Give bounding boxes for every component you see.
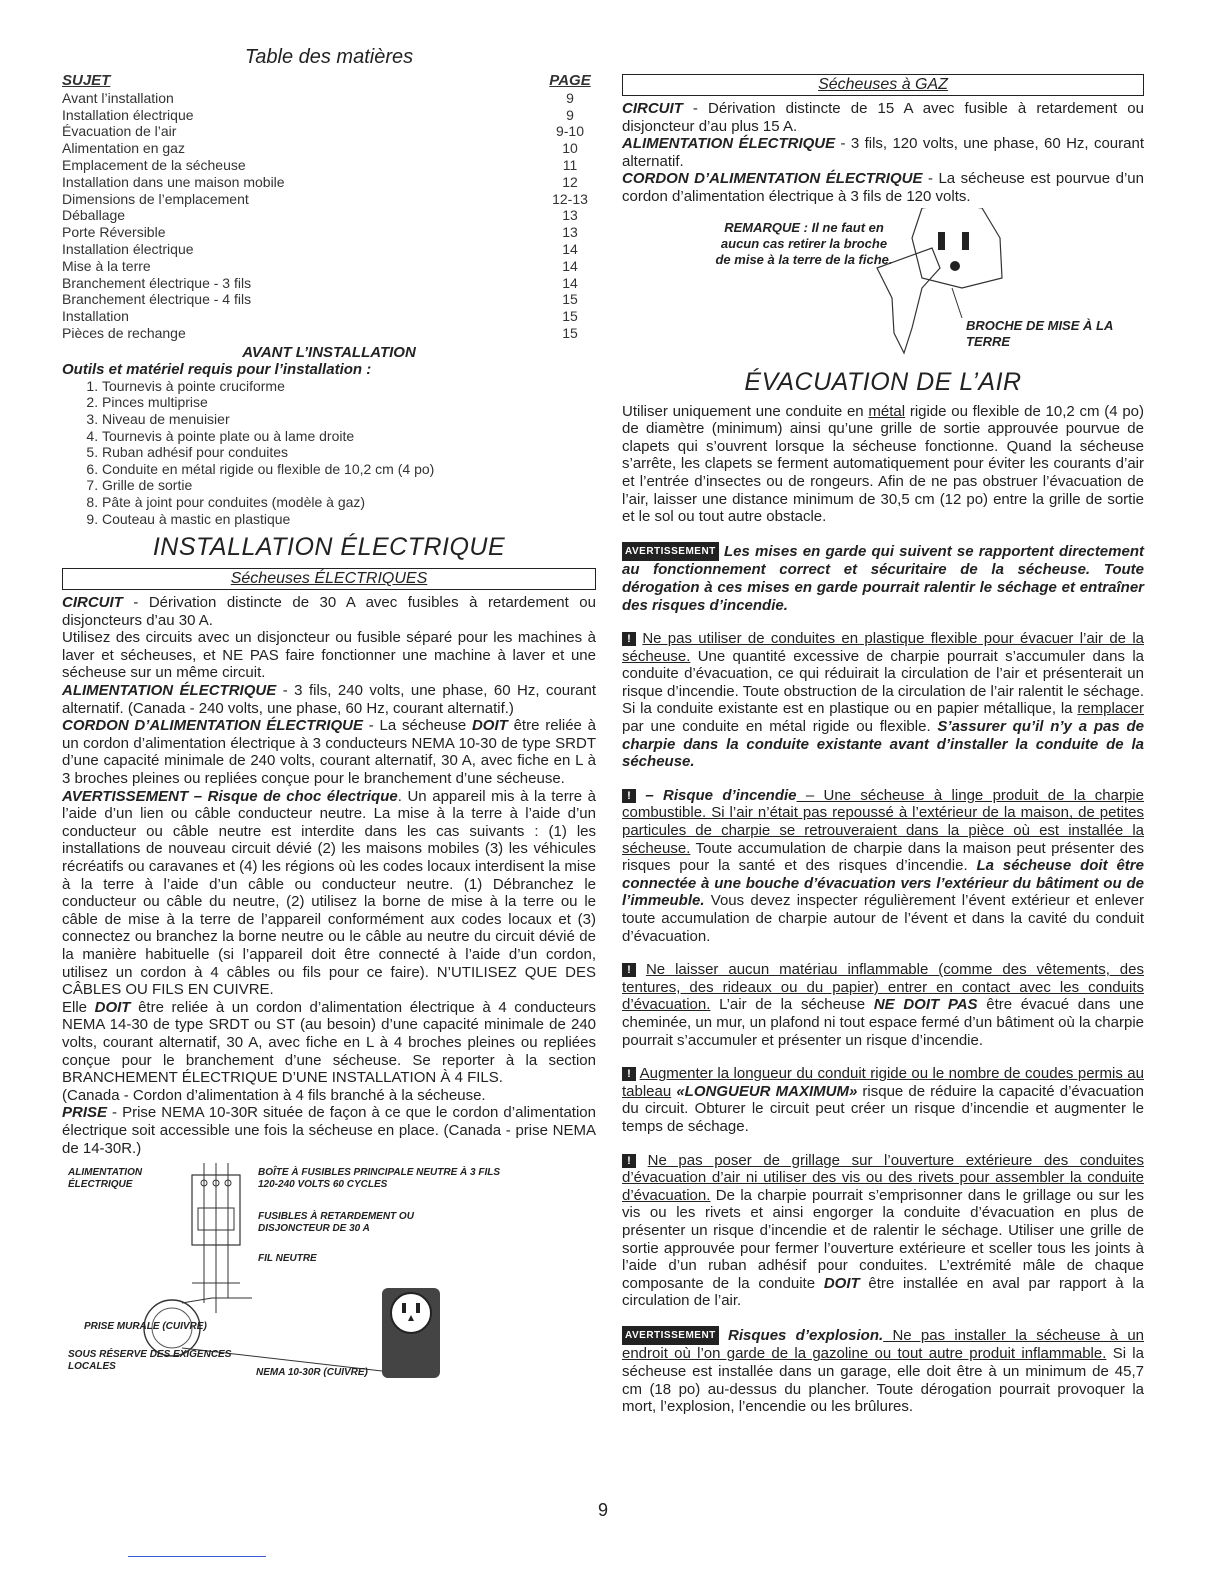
electric-supply: ALIMENTATION ÉLECTRIQUE - 3 fils, 240 volts, une phase, 60 Hz, courant alternatif. (Canada - 240 volts, une phase, 60 Hz, courant alternatif.) [62, 682, 596, 717]
toc-label: Installation électrique [62, 240, 194, 257]
toc-row [62, 325, 596, 342]
warning-icon: ! [622, 632, 636, 646]
tool-item: 8. Pâte à joint pour conduites (modèle à gaz) [102, 494, 596, 511]
tools-list [62, 378, 596, 527]
gas-circuit: CIRCUIT - Dérivation distincte de 15 A avec fusible à retardement ou disjoncteur d’au plus 15 A. [622, 100, 1144, 135]
toc-list [62, 90, 596, 342]
toc-row [62, 275, 596, 292]
warning-icon: ! [622, 1154, 636, 1168]
toc-page: 9-10 [555, 123, 585, 140]
left-column [62, 40, 596, 1383]
toc-label: Installation électrique [62, 106, 194, 123]
prong-label: BROCHE DE MISE À LA TERRE [966, 317, 1113, 349]
toc-label: Porte Réversible [62, 224, 166, 241]
prise: PRISE - Prise NEMA 10-30R située de façon à ce que le cordon d’alimentation électrique soit accessible une fois la sécheuse en place. (Canada - prise NEMA de 14-30R.) [62, 1104, 596, 1157]
tool-item: 7. Grille de sortie [102, 477, 596, 494]
toc-label: Branchement électrique - 4 fils [62, 291, 252, 308]
gas-cord: CORDON D’ALIMENTATION ÉLECTRIQUE - La sécheuse est pourvue d’un cordon d’alimentation électrique à 3 fils de 120 volts. [622, 170, 1144, 205]
electrical-heading: INSTALLATION ÉLECTRIQUE [152, 533, 506, 562]
shock-warning: AVERTISSEMENT – Risque de choc électrique. Un appareil mis à la terre à l’aide d’un lien ou câble conducteur neutre. La mise à la terre à l’aide d’un conducteur ou câble neutre est interdite dans les cas suivants : (1) les installations de nouveau circuit dévié (2) les maisons mobiles (3) les véhicules récréatifs ou caravanes et (4) les régions où les codes locaux interdisent la mise à la terre à l’aide d’un câble ou conducteur neutre. (1) Débranchez le conducteur ou câble du neutre, (2) utilisez la borne de mise à la terre ou le câble de mise à la terre de l’appareil conformément aux codes locaux et (3) connectez ou branchez la borne neutre ou le câble au neutre du circuit dévié de la manière habituelle (si l’appareil doit être connecté à l’aide d’un cordon, utilisez un cordon à 4 câbles ou fils pour ce faire). N’UTILISEZ QUE DES CÂBLES OU FILS EN CUIVRE. [62, 787, 596, 999]
tool-item: 1. Tournevis à pointe cruciforme [102, 378, 596, 395]
tool-item: 4. Tournevis à pointe plate ou à lame droite [102, 428, 596, 445]
toc-label: Installation [62, 308, 129, 325]
toc-label: Mise à la terre [62, 257, 151, 274]
toc-row [62, 140, 596, 157]
toc-page: 13 [562, 207, 578, 224]
toc-row [62, 157, 596, 174]
toc-row [62, 123, 596, 140]
plug-note: REMARQUE : Il ne faut en aucun cas retirer la broche de mise à la terre de la fiche. [715, 219, 893, 267]
toc-row [62, 90, 596, 107]
toc-label: Avant l’installation [62, 89, 174, 106]
exhaust-intro: Utiliser uniquement une conduite en métal rigide ou flexible de 10,2 cm (4 po) de diamètre (minimum) ainsi qu’une grille de sortie approuvée pourvue de clapets qui s’ouvrent lorsque la sécheuse fonctionne. Quand la sécheuse s’arrête, les clapets se ferment automatiquement pour éviter les courants d’air et l’entrée d’insectes ou de rongeurs. Afin de ne pas obstruer l’évacuation de l’air, laisser une distance minimum de 30,5 cm (12 po) entre la grille de sortie et le sol ou tout autre obstacle. [622, 402, 1144, 526]
electric-cord: CORDON D’ALIMENTATION ÉLECTRIQUE - La sécheuse DOIT être reliée à un cordon d’alimentation électrique à 3 conducteurs NEMA 10-30 de type SRDT d’une capacité minimale de 240 volts, courant alternatif, 30 A, avec fiche en L à 3 broches pleines ou repliées conçue pour le branchement d’une sécheuse. [62, 717, 596, 788]
toc-page: 15 [562, 291, 578, 308]
toc-row [62, 241, 596, 258]
gas-supply: ALIMENTATION ÉLECTRIQUE - 3 fils, 120 volts, une phase, 60 Hz, courant alternatif. [622, 135, 1144, 170]
label-codes: SOUS RÉSERVE DES EXIGENCES LOCALES [68, 1349, 232, 1373]
toc-label: Branchement électrique - 3 fils [62, 274, 252, 291]
toc-page: 9 [566, 89, 574, 106]
warning-2: ! – Risque d’incendie – Une sécheuse à linge produit de la charpie combustible. Si l’air n’était pas repoussé à l’extérieur de la maison, de petites particules de charpie se retrouveraient dans la pièce où est installée la sécheuse. Toute accumulation de charpie dans la maison peut présenter des risques pour la santé et des risques d’incendie. La sécheuse doit être connectée à une bouche d’évacuation vers l’extérieur du bâtiment ou de l’immeuble. Vous devez inspecter régulièrement l’évent extérieur et enlever toute accumulation de charpie autour de l’évent et dans la cavité du conduit d’évacuation. [622, 786, 1144, 945]
toc-label: Alimentation en gaz [62, 140, 185, 157]
warning-4: ! Augmenter la longueur du conduit rigide ou le nombre de coudes permis au tableau «LONGUEUR MAXIMUM» risque de réduire la capacité d’évacuation du circuit. Obturer le circuit peut créer un risque d’incendie et augmenter le temps de séchage. [622, 1065, 1144, 1135]
warning-3: ! Ne laisser aucun matériau inflammable (comme des vêtements, des tentures, des rideaux ou du papier) entrer en contact avec les conduits d’évacuation. L’air de la sécheuse NE DOIT PAS être évacué dans une cheminée, un mur, un plafond ni tout espace fermé d’un bâtiment où la charpie pourrait s’accumuler et présenter un risque d’incendie. [622, 961, 1144, 1049]
toc-row [62, 224, 596, 241]
toc-page: 15 [562, 308, 578, 325]
toc-page: 14 [562, 274, 578, 291]
warning-icon: ! [622, 1067, 636, 1081]
toc-row [62, 107, 596, 124]
tool-item: 2. Pinces multiprise [102, 394, 596, 411]
toc-row [62, 191, 596, 208]
label-outlet: PRISE MURALE (CUIVRE) [84, 1321, 207, 1333]
toc-page: 15 [562, 324, 578, 341]
right-column [622, 40, 1144, 1416]
warning-5: ! Ne pas poser de grillage sur l’ouverture extérieure des conduites d’évacuation d’air ni utiliser des vis ou des rivets pour assembler la conduite d’évacuation. De la charpie pourrait s’emprisonner dans le grillage ou sur les vis ou les rivets et ainsi engorger la conduite d’évacuation en plus de présenter un risque d’incendie et de ralentir le séchage. Utiliser une grille de sortie approuvée pour fermer l’ouverture extérieure et sceller tous les joints à l’aide d’un ruban adhésif pour conduites. L’extrémité mâle de chaque composante de la conduite DOIT être installée en aval par rapport à la circulation de l’air. [622, 1151, 1145, 1310]
plug-figure [622, 208, 1144, 358]
electric-dryers-box: Sécheuses ÉLECTRIQUES [62, 568, 596, 590]
label-nema: NEMA 10-30R (CUIVRE) [256, 1367, 368, 1379]
toc-row [62, 291, 596, 308]
toc-title: Table des matières [244, 46, 414, 68]
before-heading: AVANT L’INSTALLATION [242, 343, 416, 361]
tool-item: 3. Niveau de menuisier [102, 411, 596, 428]
label-supply: ALIMENTATION ÉLECTRIQUE [68, 1167, 143, 1191]
electric-circuit: CIRCUIT - Dérivation distincte de 30 A avec fusibles à retardement ou disjoncteurs d’au 30 A. [62, 594, 596, 629]
toc-page: 12-13 [552, 190, 588, 207]
toc-page: 13 [562, 224, 578, 241]
toc-label: Pièces de rechange [62, 324, 186, 341]
exhaust-heading: ÉVACUATION DE L’AIR [744, 367, 1022, 396]
electric-circuit-note: Utilisez des circuits avec un disjoncteur ou fusible séparé pour les machines à laver et sécheuses, et NE PAS faire fonctionner une machine à laver et une sécheuse sur un même circuit. [62, 629, 596, 682]
toc-header [62, 73, 596, 90]
toc-row [62, 258, 596, 275]
toc-col-subject: SUJET [62, 72, 111, 89]
warning-6: AVERTISSEMENT Risques d’explosion. Ne pas installer la sécheuse à un endroit où l’on garde de la gazoline ou tout autre produit inflammable. Si la sécheuse est installée dans un garage, elle doit être à un minimum de 45,7 cm (18 po) au-dessus du plancher. Toute dérogation pourrait provoquer la mort, l’explosion, l’encendie ou les brûlures. [622, 1326, 1144, 1416]
tool-item: 6. Conduite en métal rigide ou flexible de 10,2 cm (4 po) [102, 461, 596, 478]
warning-icon: ! [622, 963, 636, 977]
tools-heading: Outils et matériel requis pour l’installation : [62, 360, 372, 378]
toc-row [62, 207, 596, 224]
warning-badge: AVERTISSEMENT [622, 542, 719, 562]
warning-icon: ! [622, 789, 636, 803]
toc-row [62, 174, 596, 191]
toc-label: Évacuation de l’air [62, 123, 177, 140]
bottom-rule [128, 1556, 266, 1557]
label-main-box: BOÎTE À FUSIBLES PRINCIPALE NEUTRE À 3 FILS 120-240 VOLTS 60 CYCLES [258, 1167, 501, 1191]
toc-row [62, 308, 596, 325]
page-number: 9 [598, 1500, 609, 1520]
label-fuses: FUSIBLES À RETARDEMENT OU DISJONCTEUR DE 30 A [258, 1211, 414, 1235]
toc-label: Emplacement de la sécheuse [62, 156, 246, 173]
toc-page: 14 [562, 257, 578, 274]
warning-badge: AVERTISSEMENT [622, 1326, 719, 1346]
toc-col-page: PAGE [549, 72, 591, 89]
toc-page: 12 [562, 173, 578, 190]
tool-item: 9. Couteau à mastic en plastique [102, 511, 596, 528]
wiring-diagram [62, 1163, 596, 1383]
toc-page: 14 [562, 240, 578, 257]
four-wire: Elle DOIT être reliée à un cordon d’alimentation électrique à 4 conducteurs NEMA 14-30 de type SRDT ou ST (au besoin) d’une capacité minimale de 240 volts, courant alternatif, 30 A, avec fiche en L à 4 broches pleines ou repliées conçue pour le branchement d’une sécheuse. Se reporter à la section BRANCHEMENT ÉLECTRIQUE D’UNE INSTALLATION À 4 FILS. [62, 998, 596, 1087]
toc-label: Dimensions de l’emplacement [62, 190, 249, 207]
toc-label: Installation dans une maison mobile [62, 173, 285, 190]
tool-item: 5. Ruban adhésif pour conduites [102, 444, 596, 461]
label-neutral: FIL NEUTRE [258, 1253, 317, 1265]
toc-page: 10 [562, 140, 578, 157]
toc-label: Déballage [62, 207, 126, 224]
warning-intro: AVERTISSEMENT Les mises en garde qui suivent se rapportent directement au fonctionnement correct et sécuritaire de la sécheuse. Toute dérogation à ces mises en garde pourrait ralentir le séchage et entraîner des risques d’incendie. [622, 542, 1144, 614]
toc-page: 11 [562, 156, 578, 173]
toc-page: 9 [566, 106, 574, 123]
gas-dryers-box: Sécheuses à GAZ [622, 74, 1144, 96]
canada-cord: (Canada - Cordon d’alimentation à 4 fils branché à la sécheuse. [62, 1086, 486, 1104]
warning-1: ! Ne pas utiliser de conduites en plastique flexible pour évacuer l’air de la sécheuse. Une quantité excessive de charpie pourrait s’accumuler dans la conduite d’évacuation, ce qui réduirait la circulation de l’air et présenterait un risque d’incendie. Toute obstruction de la circulation de l’air ralentit le séchage. Si la conduite existante est en plastique ou en papier métallique, la remplacer par une conduite en métal rigide ou flexible. S’assurer qu’il n’y a pas de charpie dans la conduite existante avant d’installer la conduite de la sécheuse. [622, 630, 1144, 771]
